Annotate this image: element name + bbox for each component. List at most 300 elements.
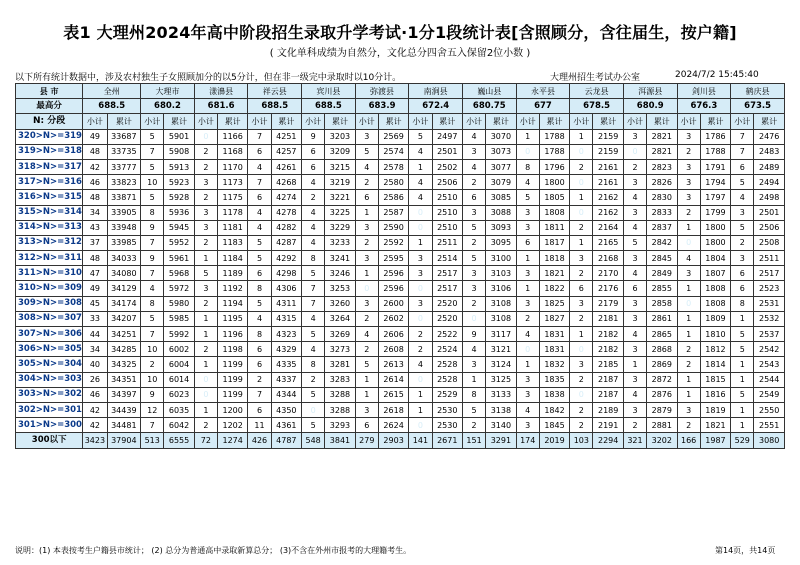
subtotal-header: 小计 — [194, 114, 217, 129]
subtotal-cell: 1 — [570, 190, 593, 205]
cumulative-cell: 34129 — [107, 281, 141, 296]
cumulative-cell: 1194 — [217, 296, 248, 311]
cumulative-cell: 3269 — [325, 327, 356, 342]
subtotal-cell: 4 — [409, 144, 432, 159]
cumulative-cell: 1198 — [217, 342, 248, 357]
cumulative-cell: 2528 — [432, 372, 463, 387]
region-max-score: 680.9 — [623, 99, 677, 114]
cumulative-cell: 5992 — [164, 327, 195, 342]
cumulative-cell: 1173 — [217, 175, 248, 190]
subtotal-cell: 2 — [194, 296, 217, 311]
cumulative-cell: 1274 — [217, 433, 248, 448]
cumulative-cell: 2483 — [754, 144, 785, 159]
cumulative-cell: 2876 — [647, 387, 678, 402]
table-row — [16, 342, 785, 357]
subtotal-cell: 6 — [248, 266, 271, 281]
subtotal-cell: 1 — [194, 402, 217, 417]
cumulative-cell: 2600 — [378, 296, 409, 311]
cumulative-header: 累计 — [164, 114, 195, 129]
subtotal-cell: 3 — [463, 357, 486, 372]
cumulative-cell: 5961 — [164, 251, 195, 266]
cumulative-cell: 3273 — [325, 342, 356, 357]
cumulative-cell: 2520 — [432, 296, 463, 311]
cumulative-cell: 1811 — [539, 220, 570, 235]
cumulative-cell: 2181 — [593, 311, 624, 326]
cumulative-cell: 33687 — [107, 129, 141, 144]
subtotal-cell: 0 — [409, 205, 432, 220]
subtotal-cell: 0 — [463, 311, 486, 326]
subtotal-cell: 4 — [463, 159, 486, 174]
cumulative-cell: 2549 — [754, 387, 785, 402]
cumulative-cell: 34207 — [107, 311, 141, 326]
cumulative-cell: 1788 — [539, 129, 570, 144]
region-header-row — [16, 84, 785, 99]
table-row — [16, 251, 785, 266]
cumulative-cell: 2830 — [647, 190, 678, 205]
subtotal-header: 小计 — [248, 114, 271, 129]
subtotal-cell: 3 — [194, 175, 217, 190]
cumulative-cell: 1838 — [539, 387, 570, 402]
table-row — [16, 433, 785, 448]
cumulative-cell: 4329 — [271, 342, 302, 357]
subtotal-cell: 3 — [516, 387, 539, 402]
subtotal-cell: 72 — [194, 433, 217, 448]
score-segment: 300以下 — [16, 433, 83, 448]
issuing-office: 大理州招生考试办公室 — [550, 73, 641, 83]
subtotal-cell: 6 — [248, 342, 271, 357]
cumulative-cell: 2159 — [593, 144, 624, 159]
cumulative-cell: 33905 — [107, 205, 141, 220]
cumulative-header: 累计 — [754, 114, 785, 129]
subtotal-cell: 3 — [194, 281, 217, 296]
subtotal-cell: 2 — [677, 357, 700, 372]
cumulative-cell: 2544 — [754, 372, 785, 387]
cumulative-cell: 3106 — [486, 281, 517, 296]
subtotal-cell: 3 — [677, 159, 700, 174]
subtotal-cell: 1 — [677, 327, 700, 342]
cumulative-cell: 3138 — [486, 402, 517, 417]
stats-note: 以下所有统计数据中，涉及农村独生子女照顾加分的以5分计，但在非一级完中录取时以10分计。 — [15, 73, 402, 83]
cumulative-cell: 2826 — [647, 175, 678, 190]
subtotal-cell: 0 — [409, 311, 432, 326]
cumulative-cell: 1804 — [700, 251, 731, 266]
subtotal-cell: 1 — [409, 235, 432, 250]
subtotal-cell: 5 — [141, 129, 164, 144]
cumulative-cell: 3215 — [325, 159, 356, 174]
cumulative-cell: 2498 — [754, 190, 785, 205]
cumulative-cell: 2501 — [432, 144, 463, 159]
cumulative-cell: 2624 — [378, 418, 409, 433]
subtotal-cell: 141 — [409, 433, 432, 448]
subtotal-cell: 2 — [570, 311, 593, 326]
cumulative-cell: 4257 — [271, 144, 302, 159]
cumulative-cell: 2164 — [593, 220, 624, 235]
cumulative-cell: 2019 — [539, 433, 570, 448]
subtotal-cell: 4 — [463, 342, 486, 357]
cumulative-cell: 1809 — [700, 311, 731, 326]
subtotal-cell: 0 — [570, 144, 593, 159]
subtotal-cell: 0 — [516, 342, 539, 357]
subtotal-cell: 37 — [83, 235, 107, 250]
cumulative-cell: 1815 — [700, 372, 731, 387]
subtotal-cell: 2 — [570, 402, 593, 417]
subtotal-cell: 1 — [463, 372, 486, 387]
subtotal-cell: 5 — [731, 342, 754, 357]
cumulative-cell: 2179 — [593, 296, 624, 311]
cumulative-cell: 34251 — [107, 327, 141, 342]
subtotal-cell: 3 — [516, 220, 539, 235]
subtotal-cell: 6 — [248, 190, 271, 205]
subtotal-cell: 3 — [463, 205, 486, 220]
subtotal-cell: 7 — [731, 129, 754, 144]
cumulative-cell: 37904 — [107, 433, 141, 448]
table-row — [16, 387, 785, 402]
cumulative-cell: 5936 — [164, 205, 195, 220]
subtotal-cell: 12 — [141, 402, 164, 417]
score-segment: 313>N>=312 — [16, 235, 83, 250]
subtotal-cell: 2 — [463, 175, 486, 190]
subtotal-cell: 4 — [677, 251, 700, 266]
subtotal-cell: 6 — [248, 144, 271, 159]
cumulative-cell: 2510 — [432, 205, 463, 220]
subtotal-cell: 4 — [355, 159, 378, 174]
cumulative-cell: 3209 — [325, 144, 356, 159]
region-name: 漾濞县 — [194, 84, 248, 99]
subtotal-cell: 1 — [677, 281, 700, 296]
subtotal-cell: 3 — [355, 251, 378, 266]
cumulative-cell: 3293 — [325, 418, 356, 433]
cumulative-cell: 4261 — [271, 159, 302, 174]
score-segment: 308>N>=307 — [16, 311, 83, 326]
cumulative-cell: 33985 — [107, 235, 141, 250]
cumulative-cell: 2530 — [432, 418, 463, 433]
subtotal-cell: 1 — [516, 357, 539, 372]
subtotal-cell: 3 — [355, 402, 378, 417]
subtotal-cell: 3 — [516, 418, 539, 433]
table-row — [16, 418, 785, 433]
subtotal-cell: 0 — [677, 235, 700, 250]
subtotal-cell: 2 — [570, 418, 593, 433]
subtotal-cell: 3 — [677, 402, 700, 417]
cumulative-cell: 3117 — [486, 327, 517, 342]
table-row — [16, 357, 785, 372]
cumulative-cell: 1807 — [700, 266, 731, 281]
cumulative-cell: 2868 — [647, 342, 678, 357]
cumulative-cell: 2510 — [432, 190, 463, 205]
cumulative-cell: 2189 — [593, 402, 624, 417]
region-name: 南涧县 — [409, 84, 463, 99]
subtotal-cell: 1 — [623, 357, 646, 372]
cumulative-cell: 1192 — [217, 281, 248, 296]
subtotal-cell: 426 — [248, 433, 271, 448]
subtotal-cell: 34 — [83, 342, 107, 357]
subtotal-cell: 4 — [248, 205, 271, 220]
cumulative-cell: 3124 — [486, 357, 517, 372]
subtotal-cell: 3 — [463, 266, 486, 281]
subtotal-cell: 6 — [355, 190, 378, 205]
subtotal-cell: 3 — [623, 129, 646, 144]
score-segment: 312>N>=311 — [16, 251, 83, 266]
cumulative-cell: 2517 — [432, 281, 463, 296]
subtotal-cell: 8 — [463, 387, 486, 402]
cumulative-cell: 2162 — [593, 190, 624, 205]
cumulative-cell: 2881 — [647, 418, 678, 433]
cumulative-cell: 4787 — [271, 433, 302, 448]
subtotal-cell: 2 — [302, 372, 325, 387]
subtotal-cell: 5 — [302, 387, 325, 402]
cumulative-cell: 2182 — [593, 342, 624, 357]
cumulative-header: 累计 — [700, 114, 731, 129]
cumulative-cell: 3093 — [486, 220, 517, 235]
subtotal-cell: 3 — [355, 296, 378, 311]
subtotal-cell: 1 — [570, 129, 593, 144]
subtotal-cell: 5 — [248, 296, 271, 311]
cumulative-cell: 2187 — [593, 372, 624, 387]
subtotal-cell: 1 — [409, 159, 432, 174]
score-segment: 306>N>=305 — [16, 342, 83, 357]
subtotal-cell: 6 — [731, 266, 754, 281]
subtotal-cell: 1 — [409, 402, 432, 417]
cumulative-cell: 2855 — [647, 281, 678, 296]
subtotal-cell: 10 — [141, 372, 164, 387]
score-segment: 303>N>=302 — [16, 387, 83, 402]
score-segment: 317>N>=316 — [16, 175, 83, 190]
subtotal-cell: 8 — [516, 159, 539, 174]
subtotal-cell: 7 — [248, 387, 271, 402]
subtotal-cell: 6 — [731, 281, 754, 296]
region-name: 宾川县 — [302, 84, 356, 99]
cumulative-cell: 4287 — [271, 235, 302, 250]
cumulative-cell: 5908 — [164, 144, 195, 159]
cumulative-cell: 1825 — [539, 296, 570, 311]
subtotal-cell: 0 — [409, 372, 432, 387]
region-name: 剑川县 — [677, 84, 731, 99]
subtotal-cell: 5 — [731, 175, 754, 190]
cumulative-cell: 34080 — [107, 266, 141, 281]
subtotal-cell: 5 — [463, 220, 486, 235]
subtotal-cell: 4 — [731, 190, 754, 205]
cumulative-cell: 4282 — [271, 220, 302, 235]
subtotal-cell: 2 — [463, 418, 486, 433]
subtotal-cell: 4 — [516, 402, 539, 417]
subtotal-cell: 4 — [248, 311, 271, 326]
cumulative-cell: 2502 — [432, 159, 463, 174]
subtotal-cell: 34 — [83, 205, 107, 220]
cumulative-cell: 2514 — [432, 251, 463, 266]
cumulative-cell: 2506 — [432, 175, 463, 190]
subtotal-cell: 8 — [248, 327, 271, 342]
table-row — [16, 311, 785, 326]
max-score-label: 最高分 — [16, 99, 83, 114]
subtotal-cell: 2 — [141, 357, 164, 372]
score-segment: 301>N>=300 — [16, 418, 83, 433]
subtotal-cell: 4 — [355, 327, 378, 342]
cumulative-header: 累计 — [378, 114, 409, 129]
subtotal-cell: 4 — [409, 175, 432, 190]
subtotal-cell: 0 — [623, 144, 646, 159]
subtotal-cell: 1 — [194, 251, 217, 266]
cumulative-cell: 3283 — [325, 372, 356, 387]
subtotal-cell: 2 — [302, 190, 325, 205]
cumulative-cell: 2823 — [647, 159, 678, 174]
cumulative-cell: 1800 — [700, 220, 731, 235]
cumulative-cell: 2872 — [647, 372, 678, 387]
cumulative-cell: 6035 — [164, 402, 195, 417]
subtotal-cell: 2 — [570, 220, 593, 235]
region-max-score: 688.5 — [83, 99, 141, 114]
subtotal-cell: 1 — [409, 387, 432, 402]
subtotal-cell: 2 — [677, 205, 700, 220]
cumulative-cell: 2837 — [647, 220, 678, 235]
cumulative-cell: 2476 — [754, 129, 785, 144]
note-line — [15, 70, 785, 82]
cumulative-cell: 2187 — [593, 387, 624, 402]
subtotal-cell: 4 — [302, 311, 325, 326]
cumulative-header: 累计 — [486, 114, 517, 129]
cumulative-header: 累计 — [647, 114, 678, 129]
subtotal-cell: 7 — [248, 175, 271, 190]
cumulative-cell: 2550 — [754, 402, 785, 417]
cumulative-cell: 1183 — [217, 235, 248, 250]
cumulative-cell: 3288 — [325, 402, 356, 417]
cumulative-cell: 3241 — [325, 251, 356, 266]
cumulative-cell: 2614 — [378, 372, 409, 387]
cumulative-cell: 1791 — [700, 159, 731, 174]
cumulative-cell: 2615 — [378, 387, 409, 402]
subtotal-cell: 0 — [302, 402, 325, 417]
cumulative-cell: 5913 — [164, 159, 195, 174]
cumulative-cell: 1819 — [700, 402, 731, 417]
cumulative-cell: 34033 — [107, 251, 141, 266]
subtotal-cell: 3 — [516, 372, 539, 387]
subtotal-cell: 548 — [302, 433, 325, 448]
cumulative-cell: 2587 — [378, 205, 409, 220]
cumulative-cell: 2606 — [378, 327, 409, 342]
cumulative-cell: 1199 — [217, 357, 248, 372]
max-score-row — [16, 99, 785, 114]
cumulative-cell: 2532 — [754, 311, 785, 326]
table-row — [16, 220, 785, 235]
cumulative-cell: 2494 — [754, 175, 785, 190]
cumulative-cell: 4298 — [271, 266, 302, 281]
cumulative-cell: 2510 — [432, 220, 463, 235]
cumulative-cell: 33948 — [107, 220, 141, 235]
subtotal-cell: 5 — [409, 129, 432, 144]
subtotal-cell: 9 — [141, 220, 164, 235]
cumulative-cell: 2858 — [647, 296, 678, 311]
subtotal-cell: 3 — [623, 296, 646, 311]
cumulative-cell: 4292 — [271, 251, 302, 266]
cumulative-cell: 5968 — [164, 266, 195, 281]
score-segment: 302>N>=301 — [16, 402, 83, 417]
cumulative-cell: 1822 — [539, 281, 570, 296]
cumulative-cell: 2618 — [378, 402, 409, 417]
subtotal-cell: 3 — [516, 296, 539, 311]
subtotal-cell: 8 — [731, 296, 754, 311]
subtotal-cell: 2 — [194, 190, 217, 205]
cumulative-cell: 2869 — [647, 357, 678, 372]
subtotal-cell: 513 — [141, 433, 164, 448]
cumulative-cell: 5945 — [164, 220, 195, 235]
cumulative-cell: 2578 — [378, 159, 409, 174]
cumulative-cell: 2524 — [432, 342, 463, 357]
subtotal-cell: 26 — [83, 372, 107, 387]
cumulative-cell: 2531 — [754, 296, 785, 311]
subtotal-cell: 2 — [570, 372, 593, 387]
cumulative-cell: 3095 — [486, 235, 517, 250]
subtotal-cell: 2 — [355, 311, 378, 326]
subtotal-cell: 1 — [194, 311, 217, 326]
subtotal-cell: 151 — [463, 433, 486, 448]
cumulative-cell: 2865 — [647, 327, 678, 342]
subtotal-cell: 2 — [570, 266, 593, 281]
region-max-score: 673.5 — [731, 99, 785, 114]
cumulative-cell: 2176 — [593, 281, 624, 296]
subtotal-cell: 1 — [194, 357, 217, 372]
cumulative-cell: 2511 — [754, 251, 785, 266]
cumulative-cell: 2595 — [378, 251, 409, 266]
subtotal-cell: 42 — [83, 159, 107, 174]
subtotal-cell: 10 — [141, 342, 164, 357]
cumulative-cell: 1168 — [217, 144, 248, 159]
table-row — [16, 159, 785, 174]
subtotal-cell: 0 — [194, 372, 217, 387]
subtotal-cell: 5 — [248, 235, 271, 250]
cumulative-cell: 5972 — [164, 281, 195, 296]
cumulative-cell: 3121 — [486, 342, 517, 357]
subtotal-cell: 3423 — [83, 433, 107, 448]
subtotal-cell: 1 — [516, 129, 539, 144]
cumulative-cell: 1202 — [217, 418, 248, 433]
subtotal-cell: 5 — [141, 190, 164, 205]
subtotal-cell: 3 — [623, 251, 646, 266]
cumulative-cell: 3291 — [486, 433, 517, 448]
cumulative-cell: 5928 — [164, 190, 195, 205]
cumulative-cell: 1805 — [539, 190, 570, 205]
cumulative-cell: 33777 — [107, 159, 141, 174]
subtotal-cell: 6 — [570, 281, 593, 296]
subtotal-cell: 2 — [731, 235, 754, 250]
table-row — [16, 327, 785, 342]
subtotal-cell: 3 — [677, 175, 700, 190]
subtotal-cell: 0 — [570, 387, 593, 402]
subtotal-cell: 2 — [463, 235, 486, 250]
subtotal-cell: 0 — [570, 205, 593, 220]
region-max-score: 688.5 — [302, 99, 356, 114]
cumulative-cell: 2168 — [593, 251, 624, 266]
cumulative-cell: 2191 — [593, 418, 624, 433]
subtotal-cell: 4 — [141, 281, 164, 296]
cumulative-cell: 2294 — [593, 433, 624, 448]
subtotal-header: 小计 — [570, 114, 593, 129]
subtotal-cell: 6 — [463, 190, 486, 205]
subtotal-cell: 2 — [194, 144, 217, 159]
subtotal-cell: 5 — [355, 144, 378, 159]
cumulative-cell: 2528 — [432, 357, 463, 372]
subtotal-cell: 1 — [570, 327, 593, 342]
cumulative-cell: 3073 — [486, 144, 517, 159]
cumulative-cell: 1808 — [700, 281, 731, 296]
subtotal-cell: 11 — [248, 418, 271, 433]
subtotal-cell: 3 — [623, 402, 646, 417]
subtotal-cell: 45 — [83, 296, 107, 311]
cumulative-cell: 3264 — [325, 311, 356, 326]
subtotal-cell: 5 — [355, 357, 378, 372]
cumulative-cell: 33735 — [107, 144, 141, 159]
region-name: 弥渡县 — [355, 84, 409, 99]
subtotal-cell: 5 — [141, 311, 164, 326]
cumulative-cell: 3203 — [325, 129, 356, 144]
